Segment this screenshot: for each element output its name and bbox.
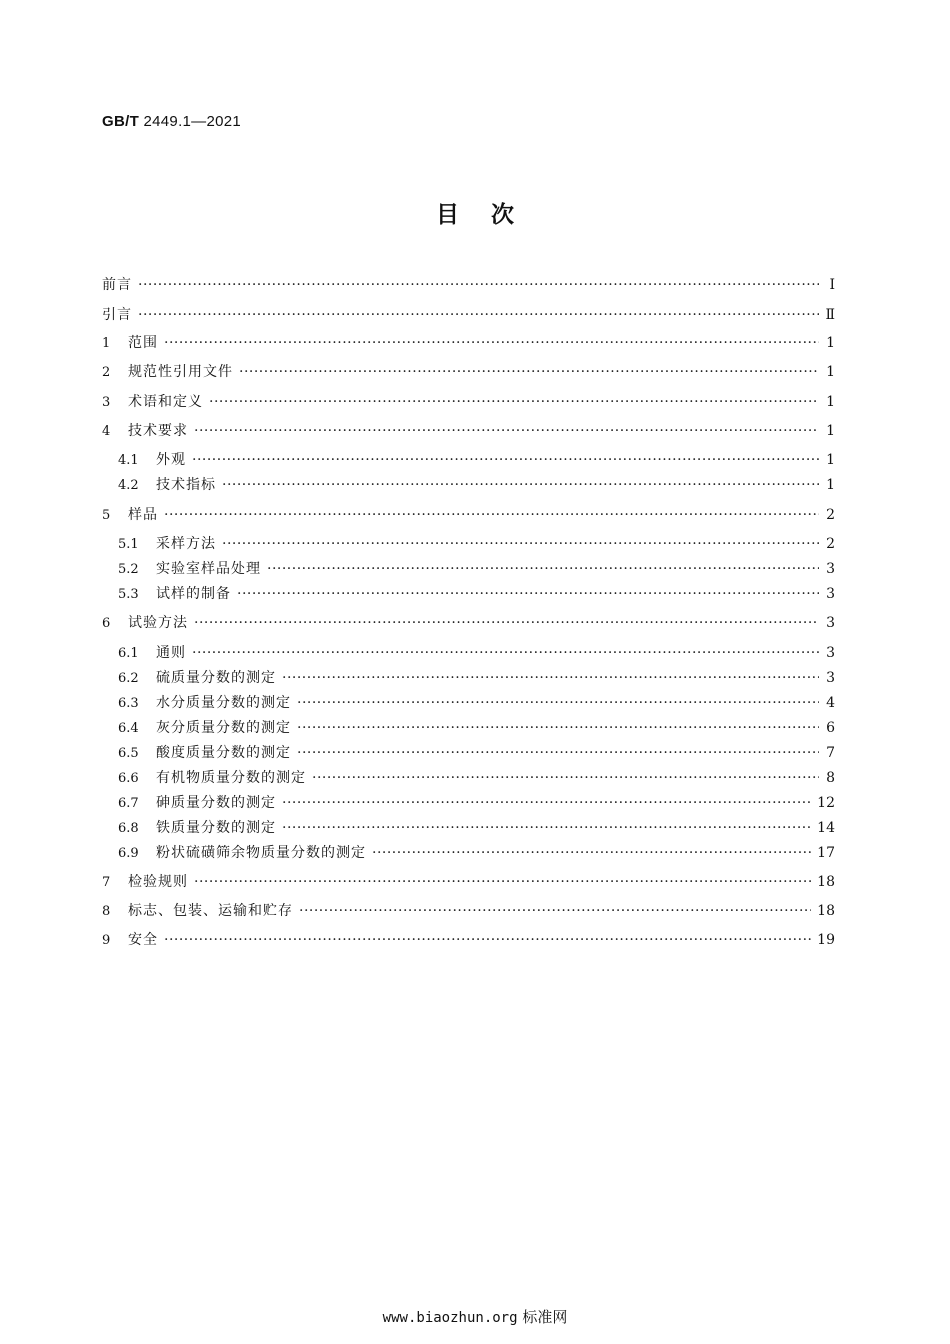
toc-entry-number: 6 [102, 616, 111, 631]
toc-leader-dots [138, 276, 819, 294]
toc-entry-label: 试验方法 [128, 615, 188, 631]
toc-leader-dots [192, 644, 819, 662]
toc-leader-dots [267, 560, 819, 578]
toc-entry-label: 外观 [156, 452, 186, 468]
toc-entry-label: 检验规则 [128, 874, 188, 890]
toc-entry-number: 2 [102, 365, 111, 380]
toc-entry[interactable] [118, 560, 835, 578]
toc-leader-dots [237, 585, 819, 603]
toc-entry-number: 5.3 [118, 587, 139, 602]
toc-entry[interactable] [102, 334, 835, 352]
toc-leader-dots [194, 422, 819, 440]
toc-leader-dots [282, 819, 811, 837]
toc-entry-label: 粉状硫磺筛余物质量分数的测定 [156, 845, 366, 861]
toc-entry[interactable] [118, 694, 835, 712]
toc-entry[interactable] [118, 476, 835, 494]
toc-entry-page: 19 [817, 932, 835, 948]
toc-entry-page: 3 [826, 615, 835, 631]
toc-entry[interactable] [118, 644, 835, 662]
toc-entry-label: 引言 [102, 307, 132, 323]
footer [0, 1306, 950, 1327]
toc-entry[interactable] [118, 794, 835, 812]
toc-entry-label: 范围 [128, 335, 158, 351]
toc-entry-page: 1 [826, 452, 835, 468]
toc-entry[interactable] [118, 451, 835, 469]
toc-entry-number: 1 [102, 336, 111, 351]
toc-entry-page: 14 [817, 820, 835, 836]
toc-leader-dots [164, 931, 811, 949]
toc-leader-dots [192, 451, 819, 469]
toc-leader-dots [222, 476, 819, 494]
toc-entry[interactable] [102, 902, 835, 920]
toc-entry-page: 7 [826, 745, 835, 761]
toc-entry-page: 2 [826, 507, 835, 523]
toc-entry-label: 铁质量分数的测定 [156, 820, 276, 836]
toc-entry-label: 技术要求 [128, 423, 188, 439]
toc-entry-page: 3 [826, 586, 835, 602]
toc-entry-number: 9 [102, 933, 111, 948]
toc-entry-page: Ⅰ [829, 277, 835, 293]
toc-entry-page: 1 [826, 335, 835, 351]
toc-entry-page: Ⅱ [825, 307, 835, 323]
toc-entry-label: 砷质量分数的测定 [156, 795, 276, 811]
toc-leader-dots [299, 902, 811, 920]
toc-entry-page: 2 [826, 536, 835, 552]
toc-entry-label: 技术指标 [156, 477, 216, 493]
toc-entry[interactable] [118, 669, 835, 687]
toc-entry-number: 5.2 [118, 562, 139, 577]
toc-entry-page: 3 [826, 561, 835, 577]
toc-entry-page: 1 [826, 423, 835, 439]
toc-entry-label: 标志、包装、运输和贮存 [128, 903, 293, 919]
toc-entry-label: 实验室样品处理 [156, 561, 261, 577]
toc-entry[interactable] [102, 931, 835, 949]
toc-entry[interactable] [118, 769, 835, 787]
toc-entry[interactable] [118, 719, 835, 737]
toc-leader-dots [194, 873, 811, 891]
toc-entry[interactable] [102, 422, 835, 440]
toc-entry-label: 样品 [128, 507, 158, 523]
toc-entry-label: 酸度质量分数的测定 [156, 745, 291, 761]
toc-leader-dots [164, 506, 819, 524]
toc-leader-dots [297, 694, 819, 712]
standard-number: 2449.1—2021 [143, 113, 242, 130]
toc-leader-dots [282, 669, 819, 687]
toc-entry-number: 4.1 [118, 453, 139, 468]
toc-entry-page: 1 [826, 394, 835, 410]
toc-entry[interactable] [118, 819, 835, 837]
toc-entry-page: 4 [826, 695, 835, 711]
toc-entry-label: 灰分质量分数的测定 [156, 720, 291, 736]
toc-leader-dots [164, 334, 819, 352]
toc-entry-number: 8 [102, 904, 111, 919]
toc-entry[interactable] [118, 585, 835, 603]
toc-entry-number: 6.4 [118, 721, 139, 736]
toc-entry-number: 6.6 [118, 771, 139, 786]
standard-prefix: GB/T [102, 113, 140, 130]
toc-leader-dots [209, 393, 819, 411]
toc-entry[interactable] [102, 306, 835, 324]
toc-entry-number: 6.5 [118, 746, 139, 761]
toc-entry-label: 试样的制备 [156, 586, 231, 602]
toc-entry-label: 安全 [128, 932, 158, 948]
toc-leader-dots [282, 794, 811, 812]
toc-leader-dots [297, 719, 819, 737]
toc-entry-page: 6 [826, 720, 835, 736]
toc-entry-page: 3 [826, 645, 835, 661]
toc-entry-page: 18 [817, 874, 835, 890]
toc-entry[interactable] [102, 506, 835, 524]
toc-entry[interactable] [102, 393, 835, 411]
toc-entry-label: 术语和定义 [128, 394, 203, 410]
toc-entry-label: 有机物质量分数的测定 [156, 770, 306, 786]
toc-entry-number: 6.1 [118, 646, 139, 661]
toc-leader-dots [138, 306, 819, 324]
toc-entry[interactable] [118, 844, 835, 862]
toc-entry[interactable] [102, 614, 835, 632]
toc-entry-number: 6.8 [118, 821, 139, 836]
footer-url[interactable]: www.biaozhun.org [382, 1310, 518, 1326]
toc-entry-number: 5.1 [118, 537, 139, 552]
toc-entry-label: 前言 [102, 277, 132, 293]
toc-entry-page: 18 [817, 903, 835, 919]
toc-entry-page: 1 [826, 477, 835, 493]
toc-leader-dots [222, 535, 819, 553]
toc-leader-dots [194, 614, 819, 632]
toc-entry-number: 5 [102, 508, 111, 523]
toc-entry-page: 1 [826, 364, 835, 380]
toc-entry-label: 通则 [156, 645, 186, 661]
toc-entry-number: 6.2 [118, 671, 139, 686]
toc-entry-page: 17 [817, 845, 835, 861]
toc-entry-number: 3 [102, 395, 111, 410]
toc-entry[interactable] [118, 744, 835, 762]
toc-leader-dots [312, 769, 819, 787]
toc-entry-number: 4 [102, 424, 111, 439]
toc-entry[interactable] [102, 276, 835, 294]
toc-entry[interactable] [102, 363, 835, 381]
toc-entry-number: 6.9 [118, 846, 139, 861]
toc-entry-number: 6.3 [118, 696, 139, 711]
toc-entry-page: 3 [826, 670, 835, 686]
toc-entry-page: 8 [826, 770, 835, 786]
toc-entry-label: 采样方法 [156, 536, 216, 552]
toc-entry-number: 4.2 [118, 478, 139, 493]
toc-entry-label: 规范性引用文件 [128, 364, 233, 380]
toc-entry-number: 6.7 [118, 796, 139, 811]
toc-entry[interactable] [118, 535, 835, 553]
page-title: 目 次 [435, 202, 515, 228]
toc-entry[interactable] [102, 873, 835, 891]
toc-entry-page: 12 [817, 795, 835, 811]
toc-leader-dots [297, 744, 819, 762]
toc-entry-label: 硫质量分数的测定 [156, 670, 276, 686]
toc-leader-dots [239, 363, 819, 381]
toc-entry-number: 7 [102, 875, 111, 890]
footer-site-name: 标准网 [522, 1308, 568, 1326]
toc-entry-label: 水分质量分数的测定 [156, 695, 291, 711]
toc-leader-dots [372, 844, 811, 862]
